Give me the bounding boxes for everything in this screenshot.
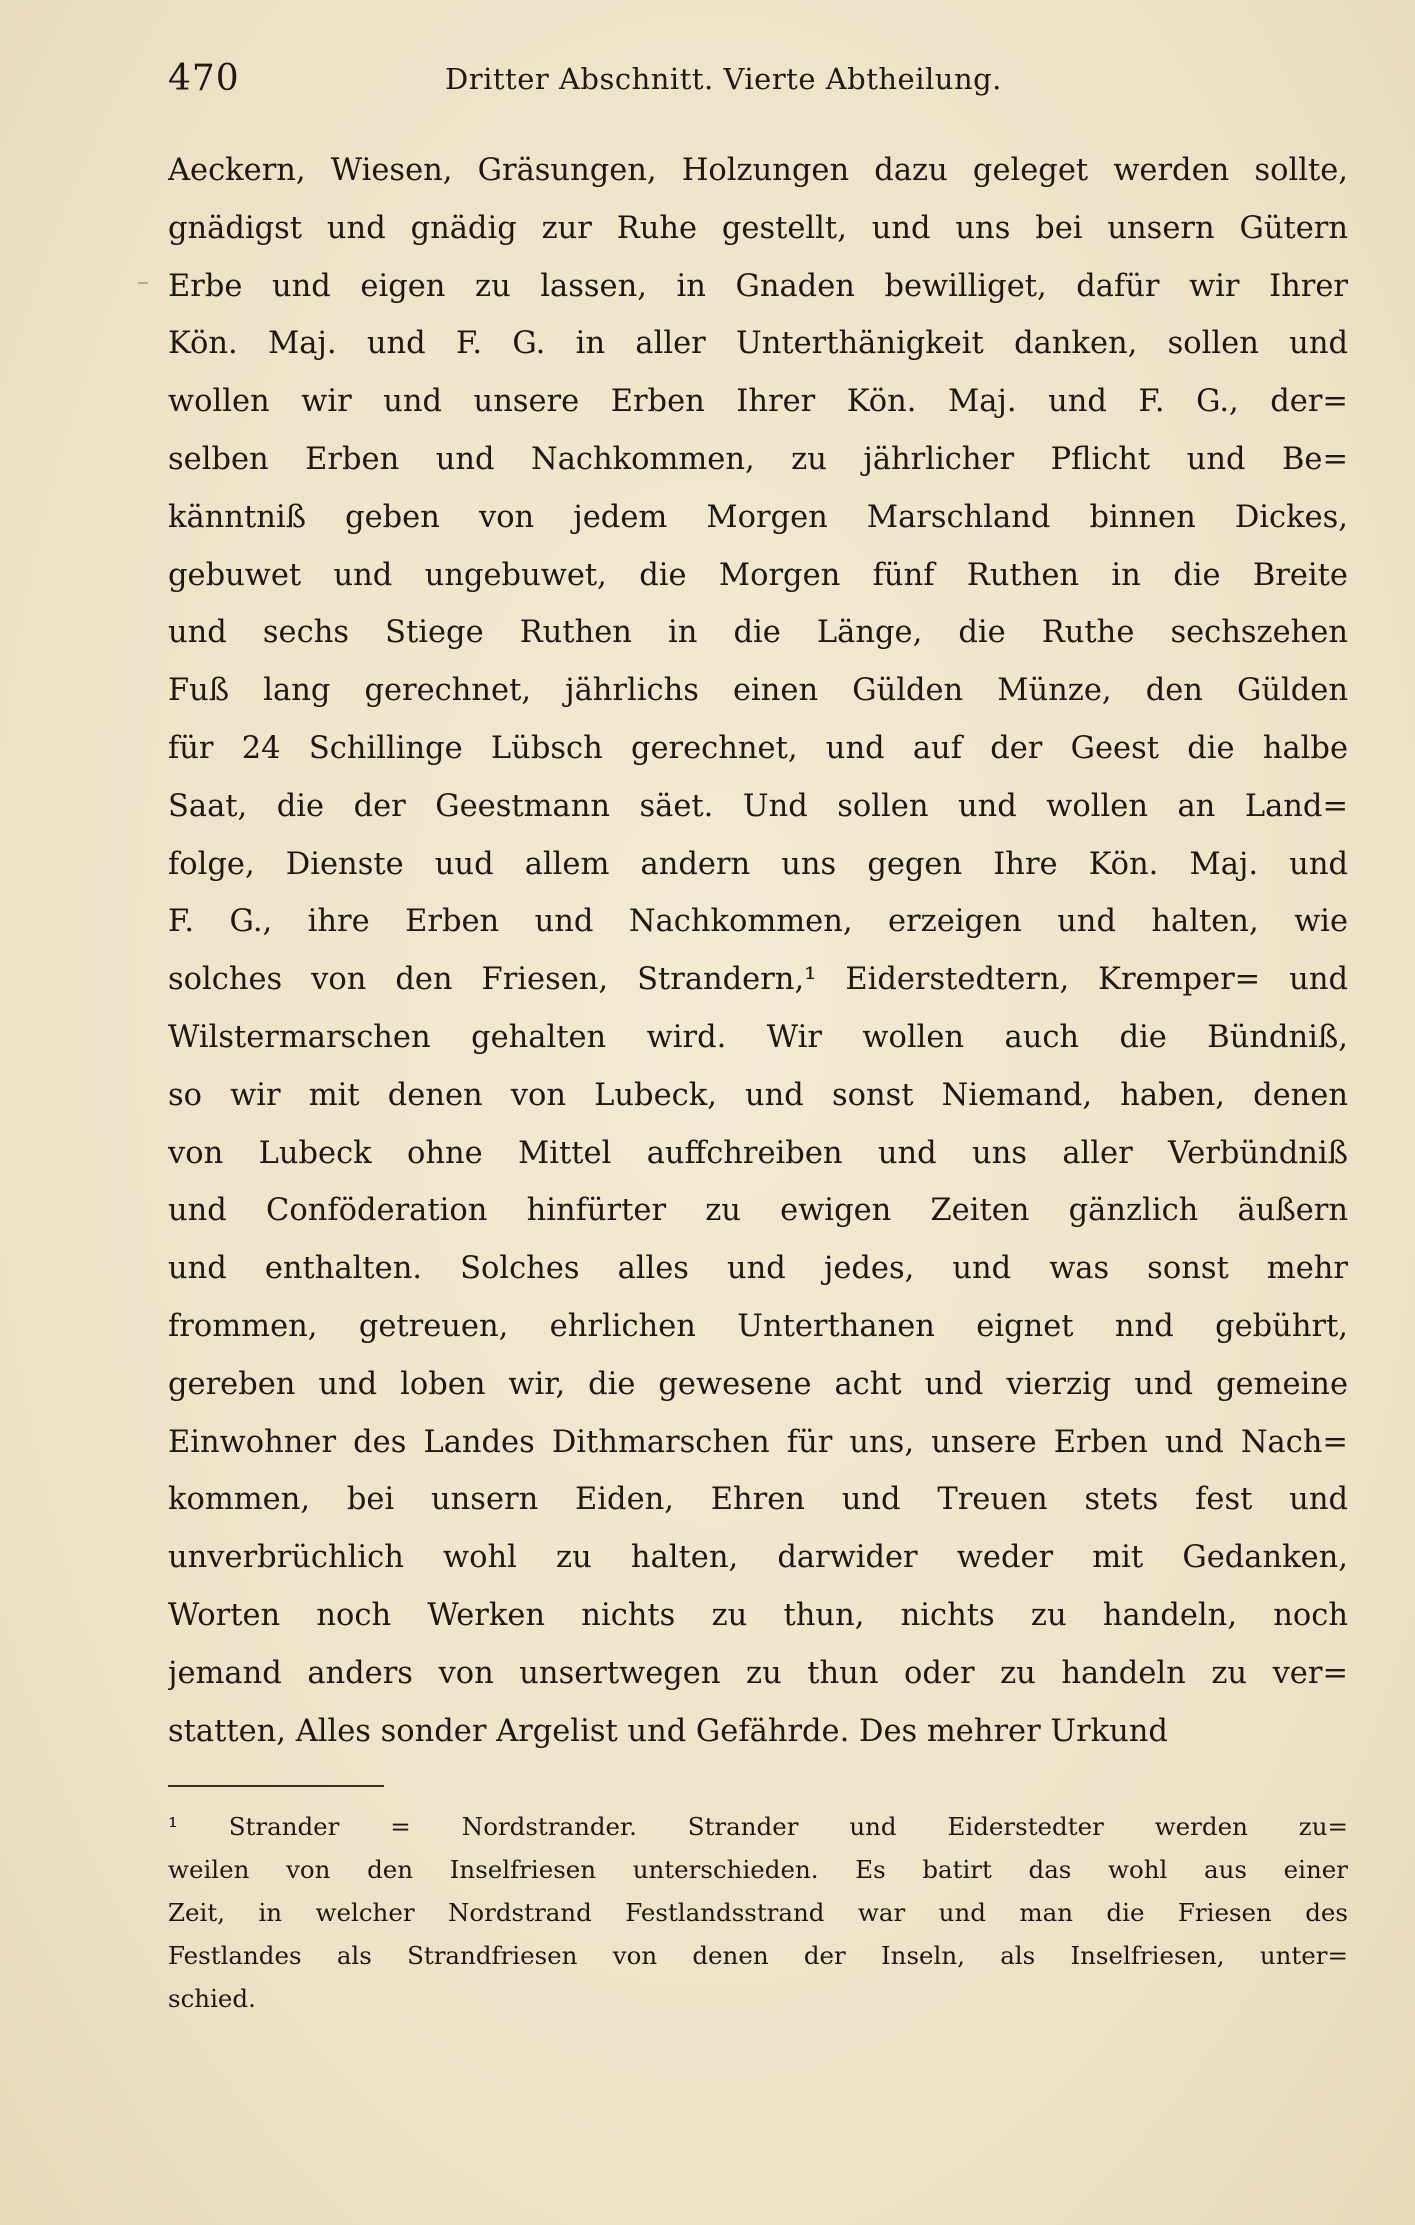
body-line-16: Wilstermarschen gehalten wird. Wir wollen auch die Bündniß, [168,1019,1348,1055]
footnotes [168,1805,1348,2020]
body-line-21: frommen, getreuen, ehrlichen Unterthanen eignet nnd gebührt, [168,1308,1348,1344]
body-line-23: Einwohner des Landes Dithmarschen für uns, unsere Erben und Nach= [168,1424,1348,1460]
body-line-7: känntniß geben von jedem Morgen Marschland binnen Dickes, [168,499,1348,535]
footnote-line-4: Festlandes als Strandfriesen von denen der Inseln, als Inselfriesen, unter= [168,1941,1348,1970]
body-line-14: F. G., ihre Erben und Nachkommen, erzeigen und halten, wie [168,904,1348,940]
body-line-6: selben Erben und Nachkommen, zu jährlicher Pflicht und Be= [168,441,1348,477]
body-line-5: wollen wir und unsere Erben Ihrer Kön. Maj. und F. G., der= [168,384,1348,420]
body-line-3: Erbe und eigen zu lassen, in Gnaden bewilliget, dafür wir Ihrer [168,268,1348,304]
body-line-12: Saat, die der Geestmann säet. Und sollen und wollen an Land= [168,788,1348,824]
footnote-line-5: schied. [168,1984,256,2013]
footnote-rule [168,1785,384,1787]
running-head [168,58,1348,108]
body-line-8: gebuwet und ungebuwet, die Morgen fünf Ruthen in die Breite [168,557,1348,593]
body-text [168,142,1348,1760]
footnote-line-1: ¹ Strander = Nordstrander. Strander und Eiderstedter werden zu= [168,1812,1348,1841]
body-line-11: für 24 Schillinge Lübsch gerechnet, und auf der Geest die halbe [168,730,1348,766]
body-line-28: statten, Alles sonder Argelist und Gefährde. Des mehrer Urkund [168,1713,1168,1749]
running-title: Dritter Abschnitt. Vierte Abtheilung. [445,62,1002,96]
body-line-26: Worten noch Werken nichts zu thun, nichts zu handeln, noch [168,1597,1348,1633]
body-line-1: Aeckern, Wiesen, Gräsungen, Holzungen dazu geleget werden sollte, [168,153,1348,188]
body-line-18: von Lubeck ohne Mittel auffchreiben und uns aller Verbündniß [168,1135,1348,1171]
body-line-25: unverbrüchlich wohl zu halten, darwider weder mit Gedanken, [168,1540,1348,1576]
body-line-22: gereben und loben wir, die gewesene acht und vierzig und gemeine [168,1366,1348,1402]
body-line-19: und Conföderation hinfürter zu ewigen Zeiten gänzlich äußern [168,1193,1348,1229]
body-line-9: und sechs Stiege Ruthen in die Länge, die Ruthe sechszehen [168,615,1348,651]
body-line-20: und enthalten. Solches alles und jedes, und was sonst mehr [168,1251,1348,1287]
page-number: 470 [168,58,240,99]
body-line-10: Fuß lang gerechnet, jährlichs einen Gülden Münze, den Gülden [168,673,1348,709]
body-line-4: Kön. Maj. und F. G. in aller Unterthänigkeit danken, sollen und [168,326,1348,362]
margin-mark [138,282,148,284]
footnote-line-2: weilen von den Inselfriesen unterschieden. Es batirt das wohl aus einer [168,1855,1348,1884]
body-line-27: jemand anders von unsertwegen zu thun oder zu handeln zu ver= [168,1655,1348,1691]
footnote-line-3: Zeit, in welcher Nordstrand Festlandsstrand war und man die Friesen des [168,1898,1348,1927]
body-line-2: gnädigst und gnädig zur Ruhe gestellt, und uns bei unsern Gütern [168,210,1348,246]
body-line-17: so wir mit denen von Lubeck, und sonst Niemand, haben, denen [168,1077,1348,1113]
body-line-15: solches von den Friesen, Strandern,¹ Eiderstedtern, Kremper= und [168,962,1348,998]
body-line-24: kommen, bei unsern Eiden, Ehren und Treuen stets fest und [168,1482,1348,1518]
body-line-13: folge, Dienste uud allem andern uns gegen Ihre Kön. Maj. und [168,846,1348,882]
